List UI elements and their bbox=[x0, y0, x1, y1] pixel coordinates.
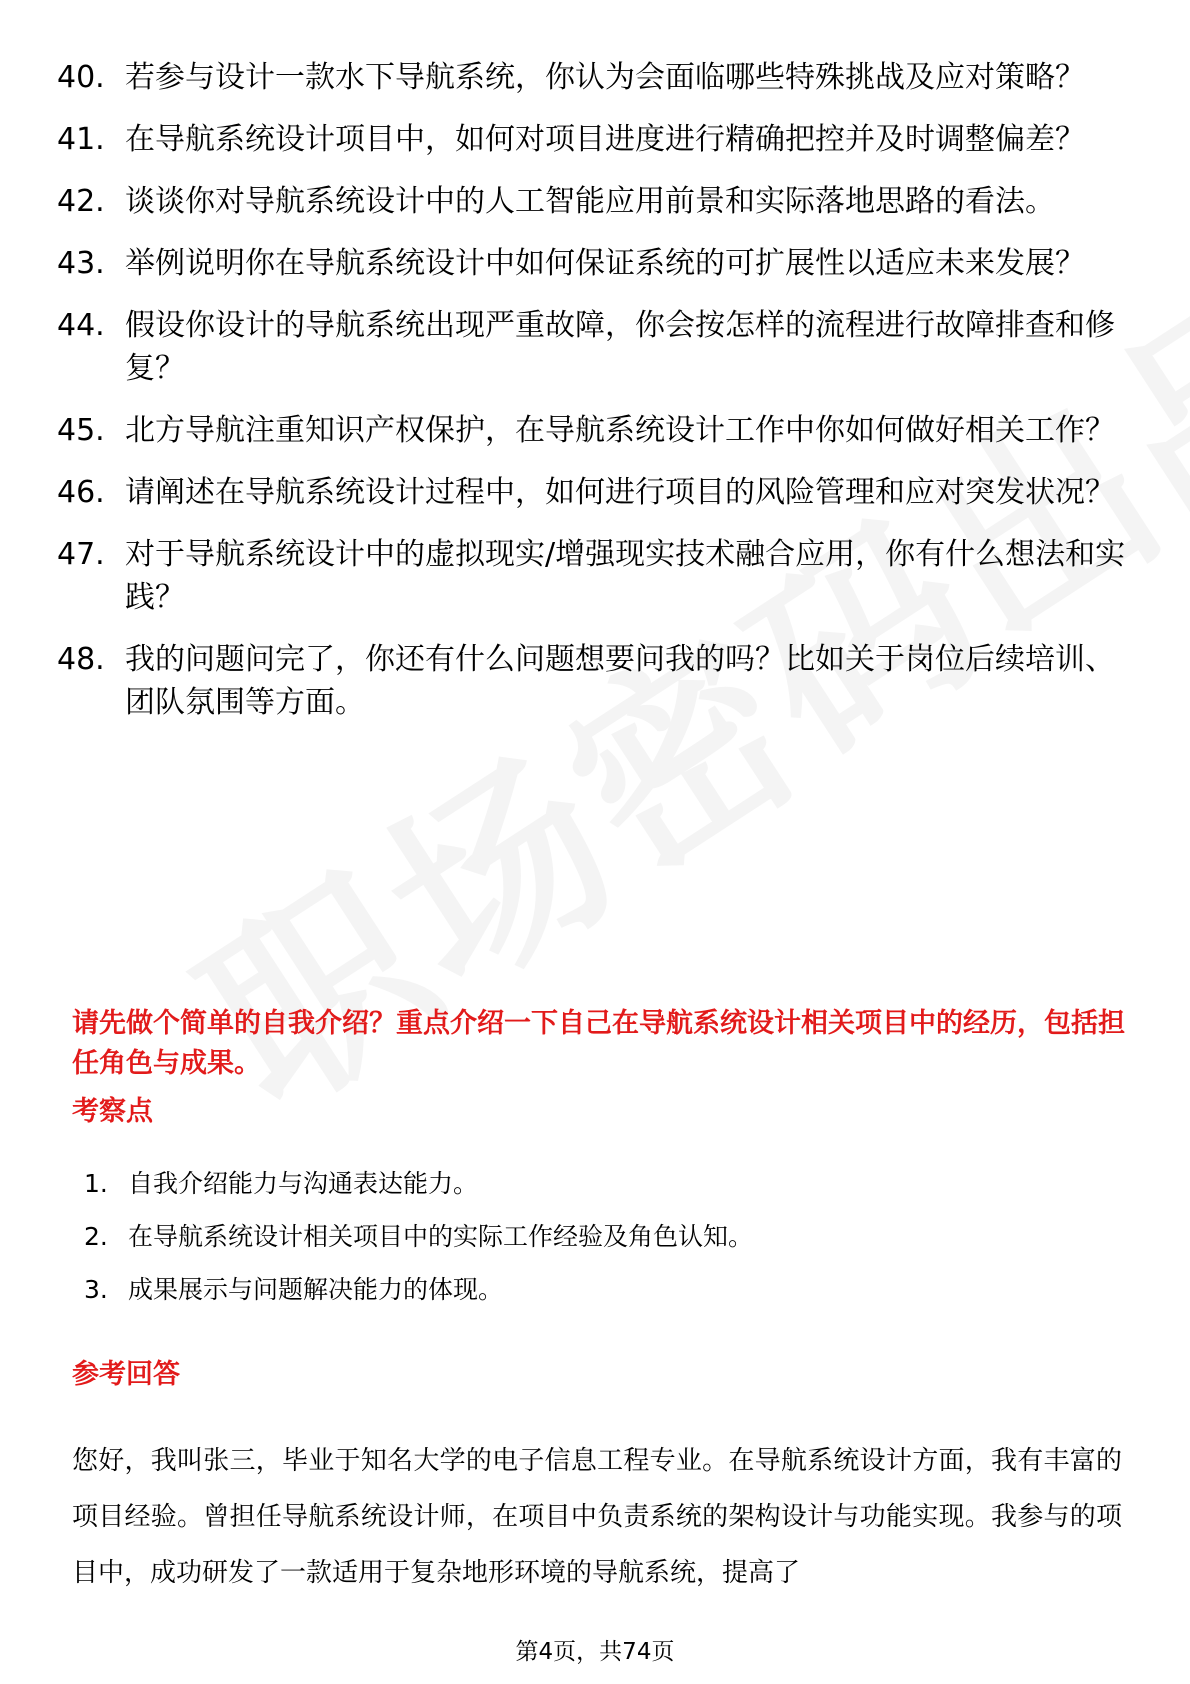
point-text: 在导航系统设计相关项目中的实际工作经验及角色认知。 bbox=[128, 1222, 754, 1251]
question-list bbox=[57, 56, 1137, 743]
question-text: 请阐述在导航系统设计过程中，如何进行项目的风险管理和应对突发状况？ bbox=[125, 475, 1115, 510]
point-text: 成果展示与问题解决能力的体现。 bbox=[128, 1275, 504, 1304]
question-number: 41. bbox=[57, 122, 105, 157]
question-item bbox=[57, 533, 1137, 619]
page-footer: 第4页，共74页 bbox=[515, 1639, 675, 1665]
question-text: 在导航系统设计项目中，如何对项目进度进行精确把控并及时调整偏差？ bbox=[125, 122, 1085, 157]
question-item bbox=[57, 638, 1137, 724]
question-number: 46. bbox=[57, 475, 105, 510]
question-text: 我的问题问完了，你还有什么问题想要问我的吗？比如关于岗位后续培训、团队氛围等方面。 bbox=[125, 642, 1115, 720]
question-number: 48. bbox=[57, 642, 105, 677]
point-item bbox=[84, 1166, 1124, 1202]
question-text: 谈谈你对导航系统设计中的人工智能应用前景和实际落地思路的看法。 bbox=[125, 184, 1055, 219]
point-text: 自我介绍能力与沟通表达能力。 bbox=[128, 1169, 479, 1198]
question-text: 若参与设计一款水下导航系统，你认为会面临哪些特殊挑战及应对策略？ bbox=[125, 60, 1085, 95]
points-title: 考察点 bbox=[72, 1096, 153, 1127]
point-number: 3. bbox=[84, 1275, 108, 1304]
question-item bbox=[57, 242, 1137, 285]
answer-text: 您好，我叫张三，毕业于知名大学的电子信息工程专业。在导航系统设计方面，我有丰富的项目经验。曾担任导航系统设计师，在项目中负责系统的架构设计与功能实现。我参与的项目中，成功研发了一款适用于复杂地形环境的导航系统，提高了 bbox=[72, 1446, 1122, 1588]
question-text: 北方导航注重知识产权保护，在导航系统设计工作中你如何做好相关工作？ bbox=[125, 413, 1115, 448]
question-number: 45. bbox=[57, 413, 105, 448]
question-number: 40. bbox=[57, 60, 105, 95]
question-item bbox=[57, 304, 1137, 390]
point-number: 2. bbox=[84, 1222, 108, 1251]
question-item bbox=[57, 118, 1137, 161]
answer-title: 参考回答 bbox=[72, 1359, 180, 1390]
question-item bbox=[57, 409, 1137, 452]
question-item bbox=[57, 180, 1137, 223]
points-list bbox=[84, 1166, 1124, 1325]
question-number: 42. bbox=[57, 184, 105, 219]
point-item bbox=[84, 1272, 1124, 1308]
question-item bbox=[57, 471, 1137, 514]
question-number: 47. bbox=[57, 537, 105, 572]
section-question-heading: 请先做个简单的自我介绍？重点介绍一下自己在导航系统设计相关项目中的经历，包括担任角色与成果。 bbox=[72, 1008, 1125, 1079]
question-text: 假设你设计的导航系统出现严重故障，你会按怎样的流程进行故障排查和修复？ bbox=[125, 308, 1115, 386]
point-item bbox=[84, 1219, 1124, 1255]
question-text: 对于导航系统设计中的虚拟现实/增强现实技术融合应用，你有什么想法和实践？ bbox=[125, 537, 1126, 615]
question-number: 43. bbox=[57, 246, 105, 281]
question-text: 举例说明你在导航系统设计中如何保证系统的可扩展性以适应未来发展？ bbox=[125, 246, 1085, 281]
question-item bbox=[57, 56, 1137, 99]
point-number: 1. bbox=[84, 1169, 108, 1198]
question-number: 44. bbox=[57, 308, 105, 343]
